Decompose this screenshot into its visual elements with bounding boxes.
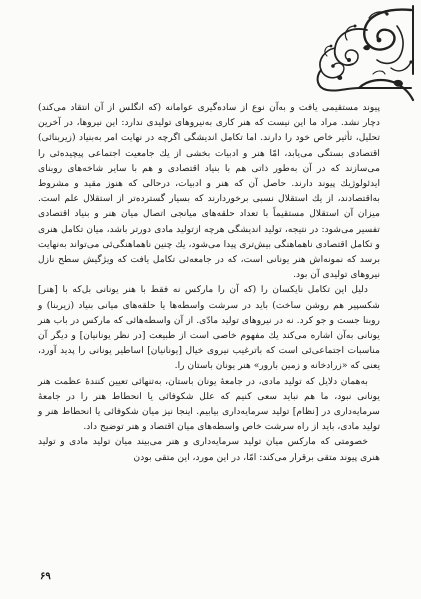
paragraph-2: دلیل این تکامل نایکسان را (که آن را مارکس نه فقط با هنر یونانی بل‌که با [هنر] شکسپیر هم روشن ساخت) باید در سرشت واسطه‌ها یا حلقه‌های میانی بنیاد (زیربنا) و روبنا جست و جو کرد. نه در نیروهای تولید مادّی. از آن واسطه‌هائی که مارکس در باب هنر یونانی به‌آن اشاره می‌کند یك مفهوم خاصی است از طبیعت [در نظر یونانیان] و دیگر آن مناسبات اجتماعی‌ئی است که باترغیب نیروی خیال [یونانیان] اساطیر یونانی را پدید آورد، یعنی که «زرادخانه و زمین بارور» هنر یونان باستان را. [38, 284, 380, 372]
paragraph-1: پیوند مستقیمی یافت و به‌آن نوع از ساده‌گیری عوامانه (که انگلس از آن انتقاد می‌کند) دچار نشد. مراد ما این نیست که هنر کاری به‌نیروهای تولیدی ندارد: این نیروها، در آخرین تحلیل، تأثیر خاص خود را دارند. اما تکامل اندیشگی اگرچه در نهایت امر به‌بنیاد (زیربنائی) اقتصادی بستگی می‌یابد، امّا هنر و ادبیات بخشی از یك جامعیت اجتماعی پیچیده‌ئی را می‌سازند که در آن به‌طور ذاتی هم با بنیاد اقتصادی و هم با سایر شاخه‌های روبنای ایدئولوژیك پیوند دارند. حاصل آن که هنر و ادبیات، درحالی که هنوز مقید و مشروط به‌اقتصادند، از یك استقلال نسبی برخوردارند که بسیار گسترده‌تر از استقلال علم است. میزان آن استقلال مستقیماً با تعداد حلقه‌های میانجی اتصال میان هنر و بنیاد اقتصادی تفسیر می‌شود: در نتیجه، تولید اندیشگی هرچه ازتولید مادی دورتر باشد، میان تکامل هنری و تکامل اقتصادی ناهماهنگی بیش‌تری پیدا می‌شود، یك چنین ناهماهنگی‌ئی می‌تواند به‌نهایت برسد که نمونه‌اش هنر یونانی است، که در جامعه‌ئی تکامل یافت که ویژگیش سطح نازل نیروهای تولیدی آن بود. [38, 102, 380, 281]
body-text [38, 100, 380, 465]
paragraph-3: به‌همان دلایل که تولید مادی، در جامعهٔ یونان باستان، به‌تنهائی تعیین کنندهٔ عظمت هنر یونانی نبود، ما هم نباید سعی کنیم که علل شکوفائی یا انحطاط هنر را در جامعهٔ سرمایه‌داری در [نظام] تولید سرمایه‌داری بیابیم. اینجا نیز میان شکوفائی یا انحطاط هنر و تولید مادی، باید از راه سرشت خاص واسطه‌های میان اقتصاد و هنر توضیح داد. [38, 375, 380, 433]
page-number: ۶۹ [40, 571, 51, 582]
paragraph-4: خصومتی که مارکس میان تولید سرمایه‌داری و هنر می‌بیند میان تولید مادی و تولید هنری پیوند متقی برقرار می‌کند: امّا، در این مورد، این متقی بودن [38, 436, 380, 463]
decorative-ornament-icon [307, 4, 417, 104]
